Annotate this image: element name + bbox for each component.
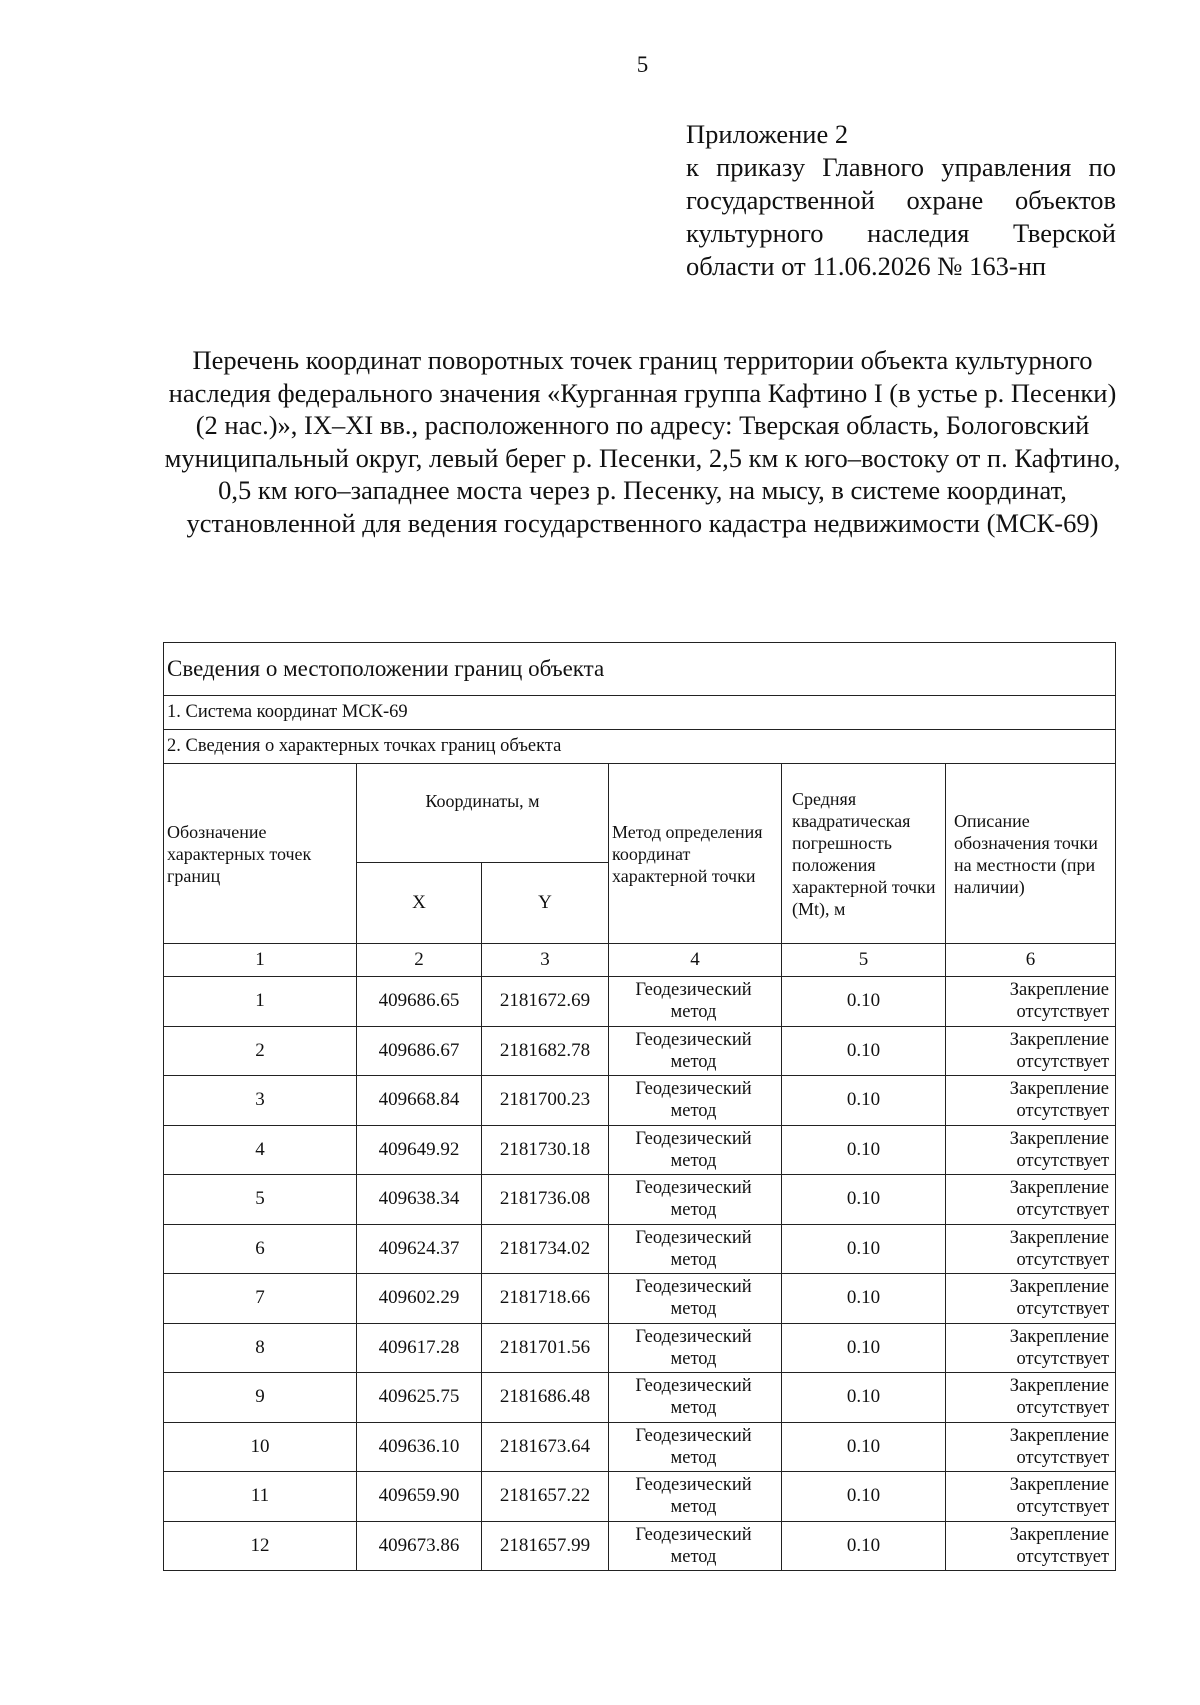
method-cell: Геодезический метод [609,1521,782,1571]
point-number: 8 [164,1323,357,1373]
table-body [164,977,1116,1571]
coord-y: 2181657.22 [482,1472,609,1522]
coord-x: 409638.34 [357,1175,482,1225]
column-number: 4 [609,944,782,977]
coord-y: 2181736.08 [482,1175,609,1225]
error-cell: 0.10 [782,1125,946,1175]
method-cell: Геодезический метод [609,1422,782,1472]
coord-x: 409668.84 [357,1076,482,1126]
header-description: Описание обозначения точки на местности (при наличии) [946,764,1116,944]
coord-x: 409686.65 [357,977,482,1027]
description-cell: Закрепление отсутствует [946,1026,1116,1076]
column-number: 1 [164,944,357,977]
error-cell: 0.10 [782,1224,946,1274]
description-cell: Закрепление отсутствует [946,1472,1116,1522]
appendix-block [686,118,1116,283]
error-cell: 0.10 [782,1373,946,1423]
page-number: 5 [636,52,649,77]
document-title: Перечень координат поворотных точек границ территории объекта культурного наследия федерального значения «Курганная группа Кафтино I (в устье р. Песенки) (2 нас.)», IX–XI вв., расположенного по адресу: Тверская область, Бологовский муниципальный округ, левый берег р. Песенки, 2,5 км к юго–востоку от п. Кафтино, 0,5 км юго–западнее моста через р. Песенку, на мысу, в системе координат, установленной для ведения государственного кадастра недвижимости (МСК-69) [164,345,1121,538]
description-cell: Закрепление отсутствует [946,1076,1116,1126]
point-number: 7 [164,1274,357,1324]
method-cell: Геодезический метод [609,1323,782,1373]
table-row [164,1175,1116,1225]
column-number: 3 [482,944,609,977]
error-cell: 0.10 [782,1472,946,1522]
error-cell: 0.10 [782,1076,946,1126]
point-number: 3 [164,1076,357,1126]
header-error: Средняя квадратическая погрешность положения характерной точки (Mt), м [782,764,946,944]
coord-x: 409624.37 [357,1224,482,1274]
method-cell: Геодезический метод [609,1472,782,1522]
method-cell: Геодезический метод [609,1274,782,1324]
coord-x: 409673.86 [357,1521,482,1571]
appendix-text: к приказу Главного управления по государственной охране объектов культурного наследия Тверской области от 11.06.2026 № 163-нп [686,152,1116,281]
point-number: 12 [164,1521,357,1571]
description-cell: Закрепление отсутствует [946,1323,1116,1373]
point-number: 4 [164,1125,357,1175]
description-cell: Закрепление отсутствует [946,977,1116,1027]
table-row [164,1224,1116,1274]
error-cell: 0.10 [782,1422,946,1472]
point-number: 5 [164,1175,357,1225]
description-cell: Закрепление отсутствует [946,1125,1116,1175]
coord-x: 409649.92 [357,1125,482,1175]
coordinates-table [163,642,1116,1571]
header-method: Метод определения координат характерной точки [609,764,782,944]
method-cell: Геодезический метод [609,1175,782,1225]
method-cell: Геодезический метод [609,1125,782,1175]
point-number: 9 [164,1373,357,1423]
coord-system: 1. Система координат МСК-69 [164,696,1116,730]
coord-x: 409659.90 [357,1472,482,1522]
description-cell: Закрепление отсутствует [946,1373,1116,1423]
point-number: 10 [164,1422,357,1472]
coord-y: 2181701.56 [482,1323,609,1373]
method-cell: Геодезический метод [609,1076,782,1126]
table-row [164,1323,1116,1373]
table-row [164,1076,1116,1126]
table-row [164,1274,1116,1324]
coord-y: 2181673.64 [482,1422,609,1472]
table-row [164,1026,1116,1076]
header-y: Y [482,863,609,944]
column-number: 2 [357,944,482,977]
coord-y: 2181682.78 [482,1026,609,1076]
description-cell: Закрепление отсутствует [946,1175,1116,1225]
error-cell: 0.10 [782,1026,946,1076]
coord-y: 2181657.99 [482,1521,609,1571]
error-cell: 0.10 [782,1175,946,1225]
table-row [164,1422,1116,1472]
description-cell: Закрепление отсутствует [946,1274,1116,1324]
method-cell: Геодезический метод [609,1026,782,1076]
method-cell: Геодезический метод [609,1224,782,1274]
description-cell: Закрепление отсутствует [946,1521,1116,1571]
column-number: 6 [946,944,1116,977]
coord-y: 2181718.66 [482,1274,609,1324]
coord-y: 2181700.23 [482,1076,609,1126]
coord-y: 2181730.18 [482,1125,609,1175]
header-designation: Обозначение характерных точек границ [164,764,357,944]
header-x: X [357,863,482,944]
table-row [164,1472,1116,1522]
header-coords: Координаты, м [357,764,609,863]
table-row [164,1125,1116,1175]
error-cell: 0.10 [782,977,946,1027]
error-cell: 0.10 [782,1521,946,1571]
coord-x: 409617.28 [357,1323,482,1373]
point-number: 1 [164,977,357,1027]
appendix-title: Приложение 2 [686,119,849,149]
coord-x: 409625.75 [357,1373,482,1423]
coord-y: 2181734.02 [482,1224,609,1274]
table-row [164,977,1116,1027]
description-cell: Закрепление отсутствует [946,1422,1116,1472]
description-cell: Закрепление отсутствует [946,1224,1116,1274]
coord-x: 409686.67 [357,1026,482,1076]
point-number: 11 [164,1472,357,1522]
table-row [164,1373,1116,1423]
error-cell: 0.10 [782,1274,946,1324]
method-cell: Геодезический метод [609,1373,782,1423]
points-title: 2. Сведения о характерных точках границ объекта [164,730,1116,764]
coord-y: 2181672.69 [482,977,609,1027]
point-number: 2 [164,1026,357,1076]
point-number: 6 [164,1224,357,1274]
section-title: Сведения о местоположении границ объекта [164,643,1116,696]
coord-x: 409602.29 [357,1274,482,1324]
coord-x: 409636.10 [357,1422,482,1472]
column-number: 5 [782,944,946,977]
coord-y: 2181686.48 [482,1373,609,1423]
error-cell: 0.10 [782,1323,946,1373]
table-row [164,1521,1116,1571]
method-cell: Геодезический метод [609,977,782,1027]
